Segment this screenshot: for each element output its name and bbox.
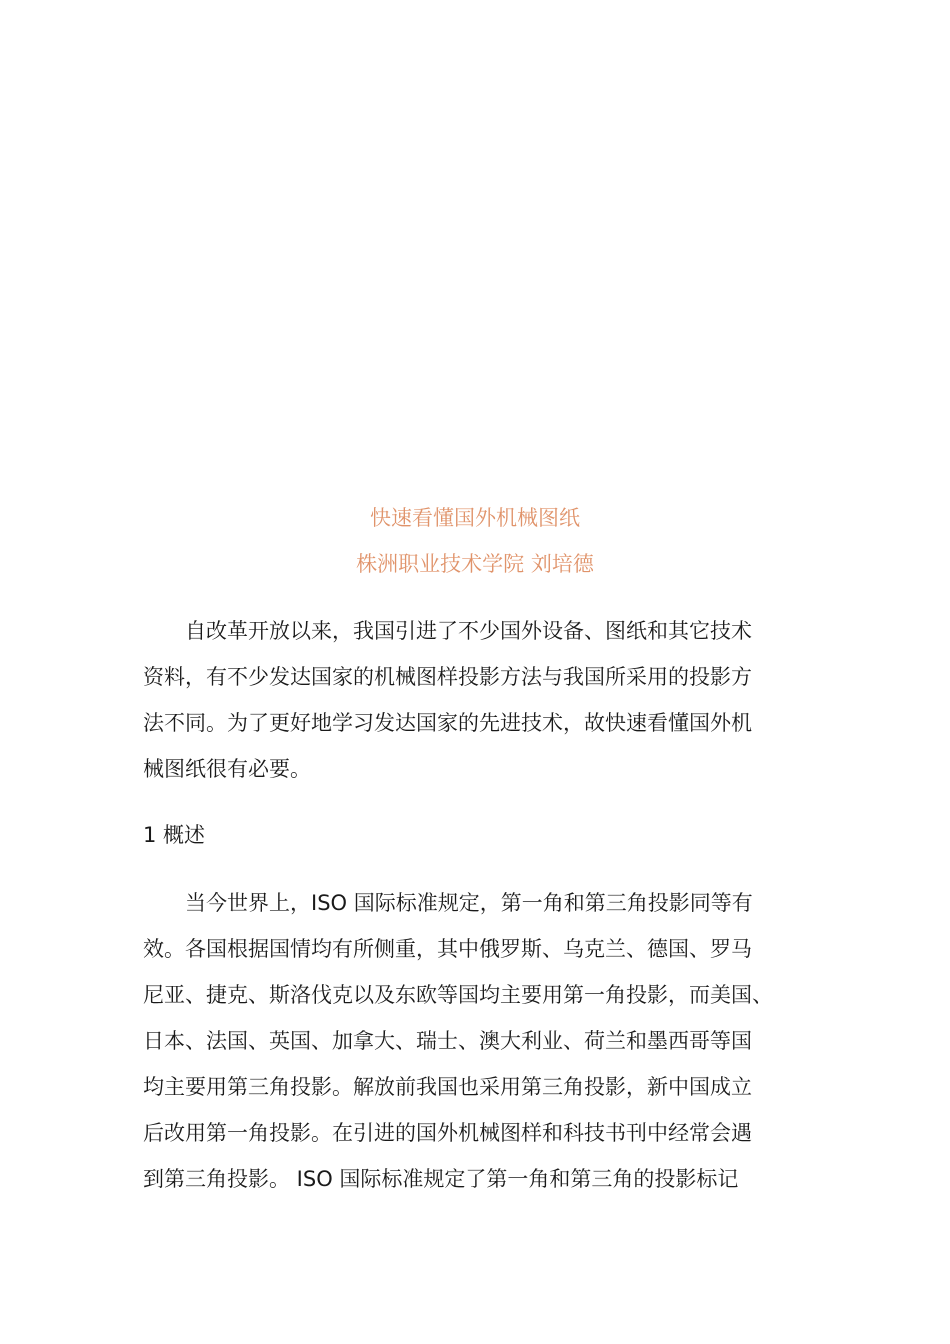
- paragraph-line: 到第三角投影。 ISO 国际标准规定了第一角和第三角的投影标记: [143, 1167, 739, 1191]
- paragraph-line: 械图纸很有必要。: [143, 757, 311, 781]
- overview-paragraph: [143, 880, 823, 1202]
- paragraph-line: 均主要用第三角投影。解放前我国也采用第三角投影，新中国成立: [143, 1075, 752, 1099]
- intro-paragraph: [143, 608, 823, 792]
- paragraph-line: 资料，有不少发达国家的机械图样投影方法与我国所采用的投影方: [143, 665, 752, 689]
- paragraph-line: 后改用第一角投影。在引进的国外机械图样和科技书刊中经常会遇: [143, 1121, 752, 1145]
- section-heading-text: 1 概述: [143, 823, 206, 847]
- paragraph-line: 日本、法国、英国、加拿大、瑞士、澳大利业、荷兰和墨西哥等国: [143, 1029, 752, 1053]
- paragraph-line: 效。各国根据国情均有所侧重，其中俄罗斯、乌克兰、德国、罗马: [143, 937, 752, 961]
- document-author: 株洲职业技术学院 刘培德: [356, 552, 594, 576]
- document-title: 快速看懂国外机械图纸: [370, 506, 580, 530]
- paragraph-line: 法不同。为了更好地学习发达国家的先进技术，故快速看懂国外机: [143, 711, 752, 735]
- section-heading-overview: [143, 812, 823, 858]
- paragraph-line: 当今世界上，ISO 国际标准规定，第一角和第三角投影同等有: [143, 891, 753, 915]
- title-block: [0, 500, 950, 592]
- paragraph-line: 尼亚、捷克、斯洛伐克以及东欧等国均主要用第一角投影，而美国、: [143, 983, 773, 1007]
- paragraph-line: 自改革开放以来，我国引进了不少国外设备、图纸和其它技术: [143, 619, 752, 643]
